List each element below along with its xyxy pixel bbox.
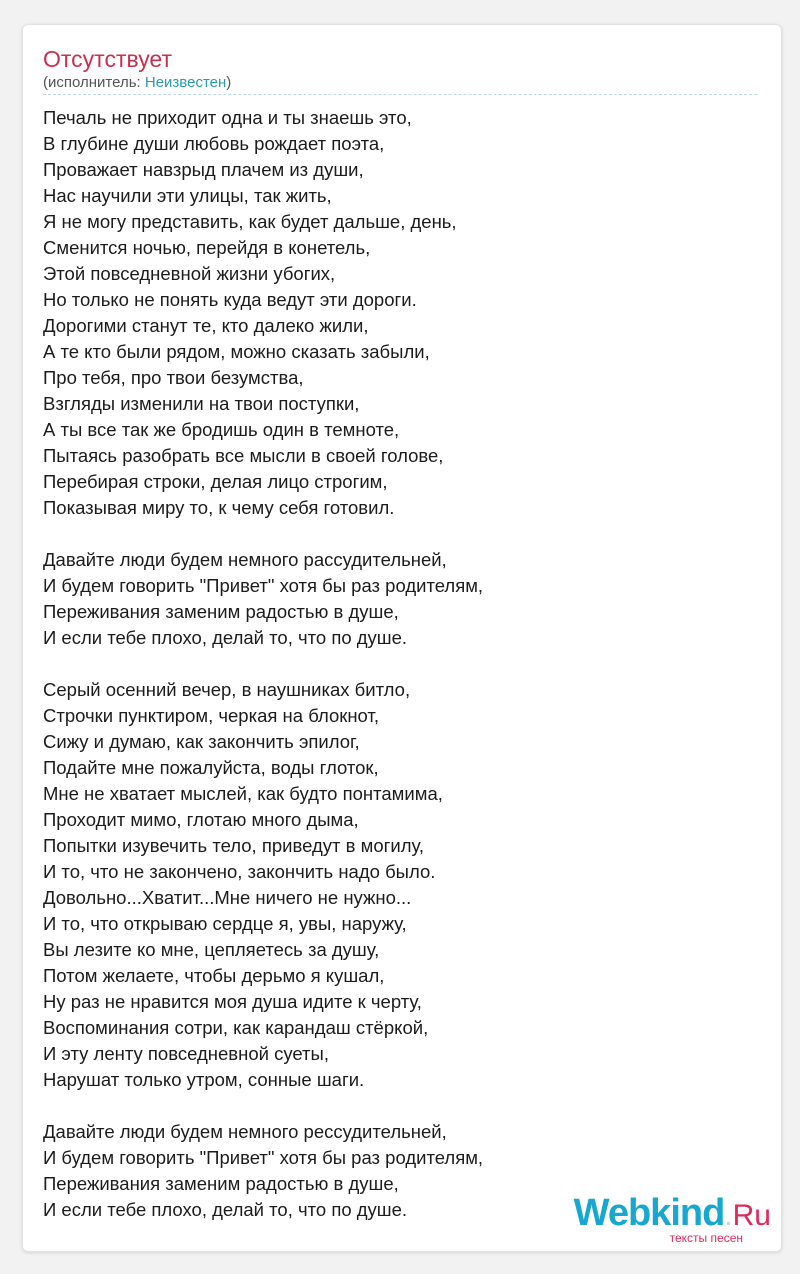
lyric-line: Ну раз не нравится моя душа идите к черту,: [43, 991, 422, 1012]
lyric-line: И будем говорить "Привет" хотя бы раз родителям,: [43, 575, 484, 596]
lyric-line: Показывая миру то, к чему себя готовил.: [43, 497, 395, 518]
lyric-line: И то, что открываю сердце я, увы, наружу,: [43, 913, 407, 934]
lyric-line: И то, что не закончено, закончить надо было.: [43, 861, 436, 882]
artist-suffix: ): [226, 74, 232, 91]
lyric-line: Проважает навзрыд плачем из души,: [43, 159, 364, 180]
lyric-line: И если тебе плохо, делай то, что по душе.: [43, 1199, 408, 1220]
lyric-line: И эту ленту повседневной суеты,: [43, 1043, 329, 1064]
lyric-line: И будем говорить "Привет" хотя бы раз родителям,: [43, 1147, 484, 1168]
lyric-line: Воспоминания сотри, как карандаш стёркой,: [43, 1017, 429, 1038]
lyric-line: Сменится ночью, перейдя в конетель,: [43, 237, 371, 258]
song-title: Отсутствует: [43, 46, 172, 72]
artist-line: [43, 74, 231, 92]
lyric-line: Мне не хватает мыслей, как будто понтамима,: [43, 783, 443, 804]
lyric-line: Попытки изувечить тело, приведут в могилу,: [43, 835, 425, 856]
lyric-line: Дорогими станут те, кто далеко жили,: [43, 315, 369, 336]
lyric-line: Довольно...Хватит...Мне ничего не нужно...: [43, 887, 412, 908]
lyrics-card: [22, 24, 782, 1252]
lyric-line: Вы лезите ко мне, цепляетесь за душу,: [43, 939, 380, 960]
lyric-line: Проходит мимо, глотаю много дыма,: [43, 809, 359, 830]
lyric-line: Я не могу представить, как будет дальше, день,: [43, 211, 457, 232]
lyric-line: Нас научили эти улицы, так жить,: [43, 185, 332, 206]
lyric-line: Подайте мне пожалуйста, воды глоток,: [43, 757, 379, 778]
lyric-line: Переживания заменим радостью в душе,: [43, 1173, 399, 1194]
verse: [43, 677, 743, 1093]
logo-subtitle: тексты песен: [669, 1231, 743, 1245]
title-divider: [43, 94, 757, 95]
logo-wordmark: [561, 1193, 771, 1236]
lyric-line: Потом желаете, чтобы дерьмо я кушал,: [43, 965, 385, 986]
lyric-line: А те кто были рядом, можно сказать забыли,: [43, 341, 430, 362]
lyric-line: Взгляды изменили на твои поступки,: [43, 393, 360, 414]
verse: [43, 105, 743, 521]
verse: [43, 547, 743, 651]
lyric-line: Серый осенний вечер, в наушниках битло,: [43, 679, 411, 700]
lyric-line: И если тебе плохо, делай то, что по душе.: [43, 627, 408, 648]
webkind-logo[interactable]: [561, 1193, 771, 1249]
lyric-line: Нарушат только утром, сонные шаги.: [43, 1069, 365, 1090]
logo-tld: Ru: [732, 1199, 771, 1232]
lyric-line: Давайте люди будем немного рассудительней,: [43, 549, 447, 570]
lyric-line: В глубине души любовь рождает поэта,: [43, 133, 385, 154]
lyric-line: Переживания заменим радостью в душе,: [43, 601, 399, 622]
lyric-line: Но только не понять куда ведут эти дороги.: [43, 289, 417, 310]
artist-link[interactable]: Неизвестен: [144, 74, 227, 91]
lyric-line: Печаль не приходит одна и ты знаешь это,: [43, 107, 412, 128]
lyric-line: Пытаясь разобрать все мысли в своей голове,: [43, 445, 444, 466]
logo-word: Webkind: [573, 1192, 725, 1234]
logo-dot: .: [724, 1199, 733, 1232]
lyric-line: Строчки пунктиром, черкая на блокнот,: [43, 705, 379, 726]
lyric-line: Сижу и думаю, как закончить эпилог,: [43, 731, 360, 752]
lyric-line: Давайте люди будем немного рессудительней,: [43, 1121, 447, 1142]
lyric-line: Про тебя, про твои безумства,: [43, 367, 304, 388]
lyrics-body: [43, 105, 743, 1249]
lyric-line: А ты все так же бродишь один в темноте,: [43, 419, 400, 440]
lyric-line: Этой повседневной жизни убогих,: [43, 263, 336, 284]
artist-prefix: (исполнитель:: [43, 74, 145, 91]
lyric-line: Перебирая строки, делая лицо строгим,: [43, 471, 388, 492]
